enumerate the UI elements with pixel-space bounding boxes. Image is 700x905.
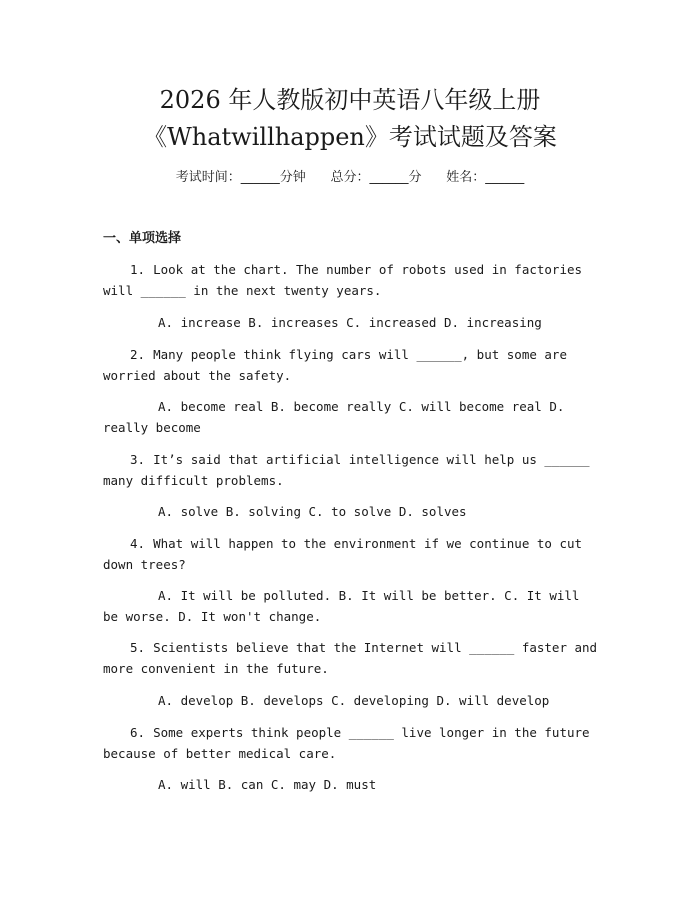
- section-heading-single-choice: 一、单项选择: [103, 231, 182, 246]
- question-text: Some experts think people ______ live longer in the future because of better medical care.: [103, 725, 590, 761]
- question-6-options: A. will B. can C. may D. must: [158, 777, 377, 792]
- question-2: [103, 344, 598, 386]
- question-2-options: A. become real B. become really C. will become real D. really become: [103, 399, 565, 435]
- question-text: What will happen to the environment if we continue to cut down trees?: [103, 536, 583, 572]
- question-1: [103, 259, 598, 301]
- question-number: 4.: [130, 536, 146, 551]
- question-number: 6.: [130, 725, 146, 740]
- question-text: Look at the chart. The number of robots used in factories will ______ in the next twenty years.: [103, 262, 583, 298]
- question-4-options: A. It will be polluted. B. It will be better. C. It will be worse. D. It won't change.: [103, 588, 580, 624]
- question-6: [103, 722, 598, 764]
- question-4: [103, 533, 598, 575]
- question-5: [103, 637, 598, 679]
- question-3-options: A. solve B. solving C. to solve D. solves: [158, 504, 467, 519]
- exam-title-line-2: 《Whatwillhappen》考试试题及答案: [143, 123, 557, 151]
- question-text: Scientists believe that the Internet will ______ faster and more convenient in the future.: [103, 640, 598, 676]
- exam-info-line: 考试时间：______分钟 总分：______分 姓名：______: [175, 170, 525, 185]
- question-text: It’s said that artificial intelligence will help us ______ many difficult problems.: [103, 452, 590, 488]
- question-number: 3.: [130, 452, 146, 467]
- question-number: 1.: [130, 262, 146, 277]
- question-text: Many people think flying cars will ______, but some are worried about the safety.: [103, 347, 567, 383]
- question-5-options: A. develop B. develops C. developing D. will develop: [158, 693, 550, 708]
- question-number: 2.: [130, 347, 146, 362]
- exam-title-line-1: 2026 年人教版初中英语八年级上册: [159, 86, 541, 114]
- question-1-options: A. increase B. increases C. increased D. increasing: [158, 315, 542, 330]
- question-3: [103, 449, 598, 491]
- question-number: 5.: [130, 640, 146, 655]
